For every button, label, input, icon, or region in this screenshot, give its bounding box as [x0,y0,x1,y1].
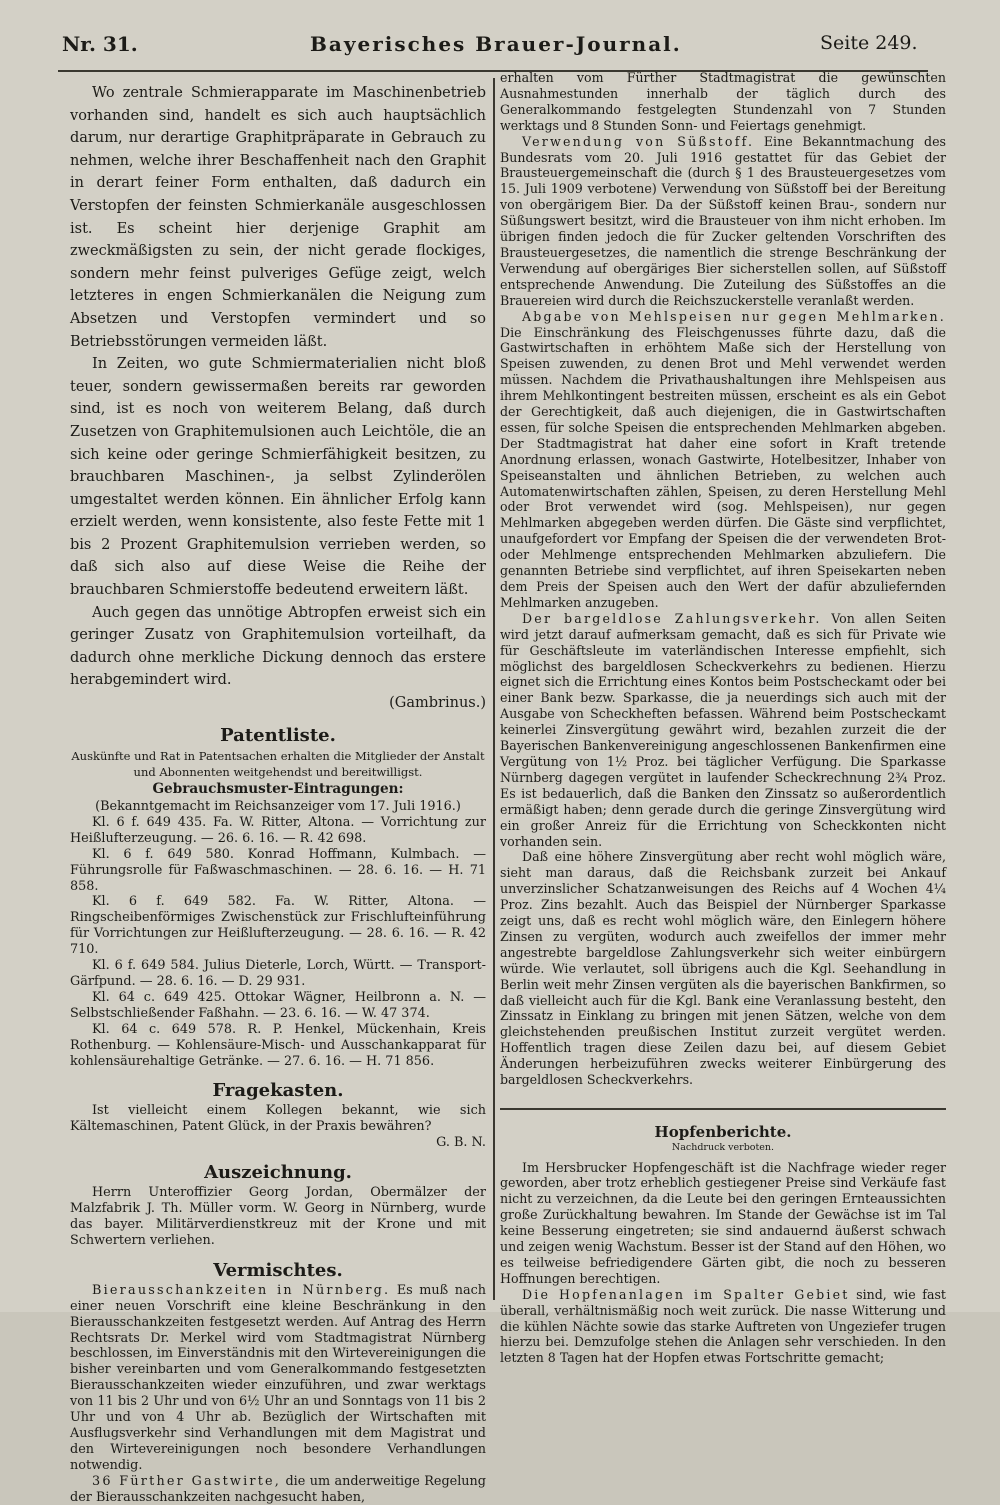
hops-heading: Hopfenberichte. [654,1122,792,1141]
patents-intro: Auskünfte und Rat in Patentsachen erhalten die Mitglieder der Anstalt und Abonnenten weitgehendst und bereitwilligst. [71,749,485,780]
column-rule [493,78,495,1300]
hops-paragraph-2-text: sind, wie fast überall, verhältnismäßig noch weit zurück. Die nasse Witterung und die kühlen Nächte sowie das starke Auftreten von Ungeziefer trugen hierzu bei. Demzufolge stehen die Anlagen sehr verschieden. In den letzten 8 Tagen hat der Hopfen etwas Fortschritte gemacht; [500,1286,946,1366]
payment-paragraph [500,611,946,850]
announcement-note: (Bekanntgemacht im Reichsanzeiger vom 17. Juli 1916.) [95,799,461,815]
payment-paragraph-2: Daß eine höhere Zinsvergütung aber recht wohl möglich wäre, sieht man daraus, daß die Reichsbank zurzeit bei Ankauf unverzinslicher Schatzanweisungen des Reichs auf 4 Wochen 4¼ Proz. Zins bezahlt. Auch das Beispiel der Nürnberger Sparkasse zeigt uns, daß es recht wohl möglich wäre, den Einlegern höhere Zinsen zu vergüten, wodurch auch zweifellos der immer mehr angestrebte bargeldlose Zahlungsverkehr sich weiter einbürgern würde. Wie verlautet, soll übrigens auch die Kgl. Seehandlung in Berlin weit mehr Zinsen vergüten als die bayerischen Bankfirmen, so daß vielleicht auch für die Kgl. Bank eine Veranlassung besteht, den Zinssatz in Einklang zu bringen mit jenen Sätzen, welche von dem gleichstehenden preußischen Institut zurzeit vergütet werden. Hoffentlich tragen diese Zeilen dazu bei, auf diesem Gebiet Änderungen herbeizuführen zwecks weiterer Einbürgerung des bargeldlosen Scheckverkehrs. [500,849,946,1088]
sweetener-lead: Verwendung von Süßstoff. [522,133,755,149]
journal-title: Bayerisches Brauer-Journal. [310,32,682,56]
payment-lead: Der bargeldlose Zahlungsverkehr. [522,610,822,626]
continued-paragraph: erhalten vom Fürther Stadtmagistrat die gewünschten Ausnahmestunden innerhalb der täglich durch des Generalkommando festgelegten Stundenzahl von 7 Stunden werktags und 8 Stunden Sonn- und Feiertags genehmigt. [500,70,946,133]
section-rule [500,1108,946,1110]
misc-paragraph-2-lead: 36 Fürther Gastwirte, [92,1473,282,1489]
sweetener-paragraph [500,134,946,309]
payment-text: Von allen Seiten wird jetzt darauf aufmerksam gemacht, daß es sich für Private wie für Geschäftsleute im vaterländischen Interesse empfiehlt, sich möglichst des bargeldlosen Scheckverkehrs zu bedienen. Hierzu eignet sich die Errichtung eines Kontos beim Postscheckamt oder bei einer Bank bezw. Sparkasse, die ja neuerdings sich auch mit der Ausgabe von Scheckheften befassen. Während beim Postscheckamt keinerlei Zinsvergütung gewährt wird, bezahlen zurzeit die der Bayerischen Bankenvereinigung angeschlossenen Bankenfirmen eine Vergütung von 1½ Proz. bei täglicher Verfügung. Die Sparkasse Nürnberg dagegen vergütet in laufender Scheckrechnung 2¾ Proz. Es ist bedauerlich, daß die Banken den Zinssatz so außerordentlich ermäßigt haben; denn gerade durch die geringe Zinsvergütung wird ein großer Anreiz für die Errichtung von Scheckkonten nicht vorhanden sein. [500,610,947,849]
page-number: Seite 249. [820,32,918,54]
misc-paragraph-1-text: Es muß nach einer neuen Vorschrift eine kleine Beschränkung in den Bierausschankzeiten festgesetzt werden. Auf Antrag des Herrn Rechtsrats Dr. Merkel wird vom Stadtmagistrat Nürnberg beschlossen, im Einverständnis mit den Wirtevereinigungen die bisher vereinbarten und vom Generalkommando festgesetzten Bierausschankzeiten wieder einzuführen, und zwar werktags von 11 bis 2 Uhr und von 6½ Uhr an und Sonntags von 11 bis 2 Uhr und von 4 Uhr ab. Bezüglich der Wirtschaften mit Ausflugsverkehr sind Verhandlungen mit dem Magistrat und den Wirtevereinigungen noch besondere Verhandlungen notwendig. [70,1282,486,1473]
misc-paragraph-1-lead: Bierausschankzeiten in Nürnberg. [92,1282,391,1298]
patents-heading: Patentliste. [220,725,336,747]
flour-lead: Abgabe von Mehlspeisen nur gegen Mehlmarken. [522,308,946,324]
utility-models-heading: Gebrauchsmuster-Eintragungen: [152,781,404,798]
page-header [0,28,1000,68]
right-column [500,70,946,1366]
flour-text: Die Einschränkung des Fleischgenusses führte dazu, daß die Gastwirtschaften in erhöhtem Maße sich der Herstellung von Speisen zuwenden, zu denen Brot und Mehl verwendet werden müssen. Nachdem die Privathaushaltungen ihre Mehlspeisen aus ihrem Mehlkontingent bestreiten müssen, erscheint es als ein Gebot der Gerechtigkeit, daß auch diejenigen, die in Gastwirtschaften essen, für solche Speisen die entsprechenden Mehlmarken abgeben. Der Stadtmagistrat hat daher eine sofort in Kraft tretende Anordnung erlassen, wonach Gastwirte, Hotelbesitzer, Inhaber von Speiseanstalten und ähnlichen Betrieben, zu welchen auch Automatenwirtschaften zählen, Speisen, zu deren Herstellung Mehl oder Brot verwendet wird (sog. Mehlspeisen), nur gegen Mehlmarken abgegeben werden dürfen. Die Gäste sind verpflichtet, unaufgefordert vor Empfang der Speisen die der verwendeten Brot- oder Mehlmenge entsprechenden Mehlmarken abzuliefern. Die genannten Betriebe sind verpflichtet, auf ihren Speisekarten neben dem Preis der Speisen auch den Wert der dafür abzuliefernden Mehlmarken anzugeben. [500,324,946,610]
questions-heading: Fragekasten. [212,1080,344,1102]
issue-number: Nr. 31. [62,32,138,56]
misc-paragraph-2 [70,1474,486,1505]
award-heading: Auszeichnung. [204,1162,352,1184]
misc-paragraph-2-text: die um anderweitige Regelung der Bierausschankzeiten nachgesucht haben, [70,1473,486,1505]
hops-paragraph-2-lead: Die Hopfenanlagen im Spalter Gebiet [522,1286,850,1302]
misc-paragraph-1 [70,1283,486,1474]
patent-entry: Kl. 6 f. 649 584. Julius Dieterle, Lorch, Württ. — Transport-Gärfpund. — 28. 6. 16. — D. 29 931. [70,958,486,989]
misc-heading: Vermischtes. [213,1259,343,1281]
patent-entry: Kl. 6 f. 649 580. Konrad Hoffmann, Kulmbach. — Führungsrolle für Faßwaschmaschinen. — 28. 6. 16. — H. 71 858. [70,846,486,894]
article-signature: (Gambrinus.) [389,695,486,712]
paragraph-lubrication-2: In Zeiten, wo gute Schmiermaterialien nicht bloß teuer, sondern gewissermaßen bereits rar geworden sind, ist es noch von weiterem Belang, daß durch Zusetzen von Graphitemulsionen auch Leichtöle, die an sich keine oder geringe Schmierfähigkeit besitzen, zu brauchbaren Maschinen-, ja selbst Zylinderölen umgestaltet werden können. Ein ähnlicher Erfolg kann erzielt werden, wenn konsistente, also feste Fette mit 1 bis 2 Prozent Graphitemulsion verrieben werden, so daß sich also auf diese Weise die Reihe der brauchbaren Schmierstoffe bedeutend erweitern läßt. [70,356,486,599]
left-column [70,82,486,1505]
paragraph-lubrication-1: Wo zentrale Schmierapparate im Maschinenbetrieb vorhanden sind, handelt es sich auch hauptsächlich darum, nur derartige Graphitpräparate in Gebrauch zu nehmen, welche ihrer Beschaffenheit nach den Graphit in derart feiner Form enthalten, daß dadurch ein Verstopfen der feinsten Schmierkanäle ausgeschlossen ist. Es scheint hier derjenige Graphit am zweckmäßigsten zu sein, der nicht gerade flockiges, sondern mehr feinst pulveriges Gefüge zeigt, welch letzteres in engen Schmierkanälen die Neigung zum Absetzen und Verstopfen vermindert und so Betriebsstörungen vermeiden läßt. [70,85,486,350]
patent-entry: Kl. 64 c. 649 425. Ottokar Wägner, Heilbronn a. N. — Selbstschließender Faßhahn. — 23. 6. 16. — W. 47 374. [70,989,486,1021]
patent-entry: Kl. 6 f. 649 435. Fa. W. Ritter, Altona. — Vorrichtung zur Heißlufterzeugung. — 26. 6. 16. — R. 42 698. [70,814,486,846]
question-initials: G. B. N. [436,1135,486,1151]
hops-reprint-note: Nachdruck verboten. [671,1141,775,1153]
paragraph-lubrication-3: Auch gegen das unnötige Abtropfen erweist sich ein geringer Zusatz von Graphitemulsion vorteilhaft, da dadurch ohne merkliche Dickung dennoch das erstere herabgemindert wird. [70,604,486,689]
flour-paragraph [500,309,946,611]
hops-paragraph-2 [500,1287,946,1367]
patent-entry: Kl. 6 f. 649 582. Fa. W. Ritter, Altona. — Ringscheibenförmiges Zwischenstück zur Frischlufteinführung für Vorrichtungen zur Heißlufterzeugung. — 28. 6. 16. — R. 42 710. [70,894,486,958]
sweetener-text: Eine Bekanntmachung des Bundesrats vom 20. Juli 1916 gestattet für das Gebiet der Brausteuergemeinschaft die (durch § 1 des Brausteuergesetzes vom 15. Juli 1909 verbotene) Verwendung von Süßstoff bei der Bereitung von obergärigem Bier. Da der Süßstoff keinen Brau-, sondern nur Süßungswert besitzt, wird die Brausteuer von ihm nicht erhoben. Im übrigen finden jedoch die für Zucker geltenden Vorschriften des Brausteuergesetzes, die namentlich die strenge Beschränkung der Verwendung auf obergäriges Bier sicherstellen sollen, auf Süßstoff entsprechende Anwendung. Die Zuteilung des Süßstoffes an die Brauereien wird durch die Reichszuckerstelle veranlaßt werden. [500,133,946,308]
patent-entry: Kl. 64 c. 649 578. R. P. Henkel, Mückenhain, Kreis Rothenburg. — Kohlensäure-Misch- und Ausschankapparat für kohlensäurehaltige Getränke. — 27. 6. 16. — H. 71 856. [70,1021,486,1069]
hops-paragraph-1: Im Hersbrucker Hopfengeschäft ist die Nachfrage wieder reger geworden, aber trotz erheblich gestiegener Preise sind Verkäufe fast nicht zu verzeichnen, da die Leute bei den geringen Ernteaussichten große Zurückhaltung bewahren. Im Stande der Gewächse ist im Tal keine Besserung eingetreten; sie sind andauernd äußerst schwach und zeigen wenig Wachstum. Besser ist der Stand auf den Höhen, wo es teilweise befriedigendere Gärten gibt, die noch zu besseren Hoffnungen berechtigen. [500,1159,946,1286]
award-text: Herrn Unteroffizier Georg Jordan, Obermälzer der Malzfabrik J. Th. Müller vorm. W. Georg in Nürnberg, wurde das bayer. Militärverdienstkreuz mit der Krone und mit Schwertern verliehen. [70,1185,486,1248]
question-text: Ist vielleicht einem Kollegen bekannt, wie sich Kältemaschinen, Patent Glück, in der Praxis bewähren? [70,1103,486,1135]
